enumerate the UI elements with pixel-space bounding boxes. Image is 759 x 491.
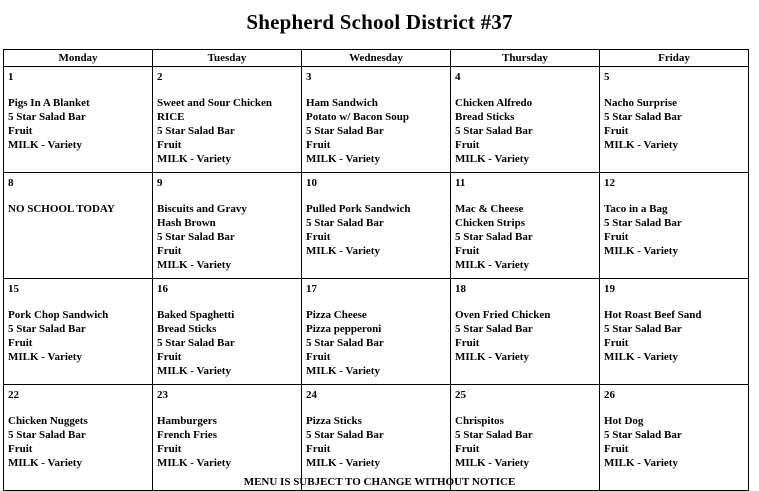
menu-item: MILK - Variety: [157, 153, 231, 165]
menu-item: Fruit: [455, 139, 480, 151]
day-number: 18: [455, 283, 466, 295]
menu-notice: MENU IS SUBJECT TO CHANGE WITHOUT NOTICE: [243, 476, 516, 488]
day-number: 10: [306, 177, 317, 189]
menu-item: MILK - Variety: [157, 457, 231, 469]
menu-item: Biscuits and Gravy: [157, 203, 247, 215]
day-cell: [4, 279, 153, 385]
day-number: 5: [604, 71, 610, 83]
day-number: 15: [8, 283, 19, 295]
menu-item: 5 Star Salad Bar: [306, 217, 384, 229]
menu-item: Fruit: [157, 139, 182, 151]
menu-item: Chicken Strips: [455, 217, 525, 229]
page-title: Shepherd School District #37: [246, 10, 513, 34]
day-number: 4: [455, 71, 461, 83]
menu-item: MILK - Variety: [455, 351, 529, 363]
menu-item: 5 Star Salad Bar: [157, 125, 235, 137]
day-number: 17: [306, 283, 317, 295]
day-number: 9: [157, 177, 163, 189]
menu-item: Fruit: [455, 245, 480, 257]
weekday-header: Wednesday: [302, 50, 451, 67]
menu-item: Fruit: [604, 125, 629, 137]
day-cell: [4, 173, 153, 279]
menu-item: MILK - Variety: [604, 351, 678, 363]
day-cell: [302, 279, 451, 385]
day-cell: [153, 385, 302, 491]
menu-item: MILK - Variety: [604, 457, 678, 469]
weekday-header: Friday: [600, 50, 749, 67]
day-number: 12: [604, 177, 615, 189]
day-cell: [600, 385, 749, 491]
week-row: [4, 173, 749, 279]
menu-item: 5 Star Salad Bar: [157, 337, 235, 349]
day-number: 2: [157, 71, 163, 83]
menu-item: Pizza Cheese: [306, 309, 367, 321]
menu-item: Oven Fried Chicken: [455, 309, 551, 321]
day-number: 16: [157, 283, 168, 295]
menu-item: 5 Star Salad Bar: [8, 111, 86, 123]
day-cell: [4, 67, 153, 173]
menu-calendar: [3, 49, 749, 491]
menu-item: Fruit: [157, 443, 182, 455]
menu-item: Fruit: [306, 139, 331, 151]
day-cell: [153, 67, 302, 173]
menu-item: Pigs In A Blanket: [8, 97, 90, 109]
menu-item: Fruit: [157, 351, 182, 363]
menu-item: Mac & Cheese: [455, 203, 524, 215]
day-number: 23: [157, 389, 168, 401]
menu-item: Taco in a Bag: [604, 203, 668, 215]
day-cell: [4, 385, 153, 491]
day-number: 25: [455, 389, 466, 401]
menu-item: 5 Star Salad Bar: [8, 429, 86, 441]
menu-item: MILK - Variety: [157, 365, 231, 377]
menu-item: Fruit: [604, 337, 629, 349]
menu-item: 5 Star Salad Bar: [455, 125, 533, 137]
weekday-header: Monday: [4, 50, 153, 67]
menu-item: Fruit: [604, 231, 629, 243]
day-cell: [451, 173, 600, 279]
menu-item: 5 Star Salad Bar: [455, 323, 533, 335]
menu-item: Fruit: [455, 443, 480, 455]
day-cell: [600, 279, 749, 385]
day-cell: [302, 385, 451, 491]
week-row: [4, 385, 749, 491]
menu-item: 5 Star Salad Bar: [306, 125, 384, 137]
menu-item: Potato w/ Bacon Soup: [306, 111, 409, 123]
menu-item: Fruit: [604, 443, 629, 455]
day-cell: [302, 173, 451, 279]
menu-item: NO SCHOOL TODAY: [8, 203, 115, 215]
menu-item: Chrispitos: [455, 415, 504, 427]
menu-item: Bread Sticks: [157, 323, 217, 335]
menu-item: 5 Star Salad Bar: [455, 231, 533, 243]
menu-item: Fruit: [8, 337, 33, 349]
menu-item: Fruit: [455, 337, 480, 349]
menu-item: Fruit: [306, 443, 331, 455]
menu-item: Hamburgers: [157, 415, 217, 427]
menu-item: MILK - Variety: [604, 245, 678, 257]
menu-item: Fruit: [8, 443, 33, 455]
day-number: 11: [455, 177, 466, 189]
menu-item: MILK - Variety: [157, 259, 231, 271]
menu-item: Chicken Nuggets: [8, 415, 88, 427]
day-number: 26: [604, 389, 615, 401]
menu-item: 5 Star Salad Bar: [157, 231, 235, 243]
menu-weeks: [4, 67, 749, 491]
day-number: 3: [306, 71, 312, 83]
menu-item: RICE: [157, 111, 185, 123]
menu-item: Pizza Sticks: [306, 415, 362, 427]
menu-item: Pizza pepperoni: [306, 323, 382, 335]
menu-item: MILK - Variety: [8, 457, 82, 469]
menu-item: Fruit: [8, 125, 33, 137]
day-cell: [451, 279, 600, 385]
menu-item: Fruit: [306, 351, 331, 363]
menu-item: 5 Star Salad Bar: [604, 217, 682, 229]
menu-item: MILK - Variety: [306, 245, 380, 257]
day-cell: [451, 67, 600, 173]
menu-item: Nacho Surprise: [604, 97, 678, 109]
week-row: [4, 279, 749, 385]
day-number: 24: [306, 389, 317, 401]
menu-item: 5 Star Salad Bar: [604, 429, 682, 441]
day-cell: [153, 279, 302, 385]
menu-item: MILK - Variety: [455, 457, 529, 469]
day-cell: [600, 67, 749, 173]
menu-item: 5 Star Salad Bar: [306, 429, 384, 441]
day-number: 22: [8, 389, 19, 401]
day-cell: [600, 173, 749, 279]
menu-item: Ham Sandwich: [306, 97, 378, 109]
menu-item: Bread Sticks: [455, 111, 515, 123]
menu-item: Pork Chop Sandwich: [8, 309, 109, 321]
menu-item: Hash Brown: [157, 217, 216, 229]
menu-item: French Fries: [157, 429, 217, 441]
menu-item: Hot Roast Beef Sand: [604, 309, 702, 321]
day-cell: [153, 173, 302, 279]
menu-item: 5 Star Salad Bar: [604, 111, 682, 123]
day-cell: [302, 67, 451, 173]
menu-item: 5 Star Salad Bar: [8, 323, 86, 335]
menu-item: MILK - Variety: [455, 153, 529, 165]
day-number: 1: [8, 71, 14, 83]
menu-item: 5 Star Salad Bar: [455, 429, 533, 441]
menu-item: MILK - Variety: [604, 139, 678, 151]
menu-item: Fruit: [157, 245, 182, 257]
menu-item: MILK - Variety: [455, 259, 529, 271]
day-number: 8: [8, 177, 14, 189]
menu-item: MILK - Variety: [8, 139, 82, 151]
menu-item: 5 Star Salad Bar: [306, 337, 384, 349]
menu-item: 5 Star Salad Bar: [604, 323, 682, 335]
day-number: 19: [604, 283, 615, 295]
menu-item: Pulled Pork Sandwich: [306, 203, 411, 215]
day-cell: [451, 385, 600, 491]
menu-item: Sweet and Sour Chicken: [157, 97, 273, 109]
menu-item: MILK - Variety: [8, 351, 82, 363]
weekday-header: Tuesday: [153, 50, 302, 67]
menu-item: Baked Spaghetti: [157, 309, 235, 321]
menu-item: Chicken Alfredo: [455, 97, 533, 109]
weekday-header: Thursday: [451, 50, 600, 67]
menu-item: MILK - Variety: [306, 365, 380, 377]
weekday-header-row: [4, 50, 749, 67]
menu-item: MILK - Variety: [306, 153, 380, 165]
menu-item: MILK - Variety: [306, 457, 380, 469]
menu-item: Hot Dog: [604, 415, 644, 427]
menu-item: Fruit: [306, 231, 331, 243]
week-row: [4, 67, 749, 173]
